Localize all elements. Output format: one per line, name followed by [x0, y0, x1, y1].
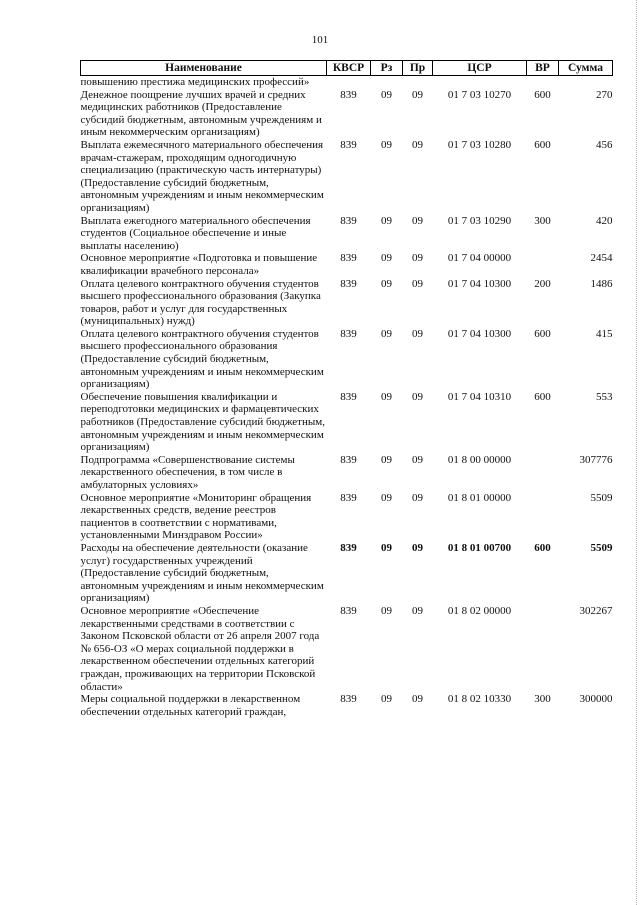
row-name: Оплата целевого контрактного обучения студентов высшего профессионального образования (Закупка товаров, работ и услуг для государственных (муниципальных) нужд): [80, 277, 321, 328]
row-sum: 415: [596, 327, 613, 340]
header-pr: Пр: [403, 61, 433, 76]
header-kvsr: КВСР: [327, 61, 371, 76]
row-sum: 2454: [590, 252, 613, 265]
row-csr: 01 8 01 00700: [447, 541, 512, 554]
table-row: [81, 693, 613, 718]
row-pr: 09: [412, 88, 423, 101]
row-rz: 09: [381, 453, 392, 466]
row-csr: 01 7 03 10270: [447, 88, 512, 101]
row-pr: 09: [412, 453, 423, 466]
row-kvsr: 839: [340, 214, 357, 227]
row-vr: [527, 454, 559, 492]
budget-table: [80, 60, 613, 718]
row-rz: 09: [381, 214, 392, 227]
row-rz: 09: [381, 252, 392, 265]
table-row: [81, 454, 613, 492]
row-name: Меры социальной поддержки в лекарственном обеспечении отдельных категорий граждан,: [80, 693, 301, 718]
row-name: повышению престижа медицинских профессий»: [80, 76, 310, 88]
table-row: [81, 542, 613, 605]
row-csr: 01 7 03 10280: [447, 138, 512, 151]
row-name: Основное мероприятие «Мониторинг обращения лекарственных средств, ведение реестров пациентов в соответствии с нормативами, установленными Минздравом России»: [80, 491, 312, 542]
row-name: Подпрограмма «Совершенствование системы лекарственного обеспечения, в том числе в амбулаторных условиях»: [80, 453, 295, 491]
row-rz: 09: [381, 277, 392, 290]
row-csr: 01 8 02 00000: [447, 604, 512, 617]
row-rz: 09: [381, 88, 392, 101]
row-sum: 5509: [590, 491, 613, 504]
table-row: [81, 76, 613, 89]
row-vr: 600: [534, 138, 551, 151]
row-sum: 456: [596, 138, 613, 151]
row-kvsr: 839: [340, 541, 357, 554]
row-vr: 300: [534, 693, 551, 706]
header-row: [81, 61, 613, 76]
row-pr: 09: [412, 327, 423, 340]
row-sum: 553: [596, 390, 613, 403]
row-name: Основное мероприятие «Подготовка и повышение квалификации врачебного персонала»: [80, 252, 318, 277]
row-kvsr: 839: [340, 693, 357, 706]
row-kvsr: 839: [340, 604, 357, 617]
row-rz: [371, 76, 403, 89]
row-csr: 01 8 01 00000: [447, 491, 512, 504]
row-kvsr: 839: [340, 390, 357, 403]
row-rz: 09: [381, 541, 392, 554]
row-csr: [433, 76, 527, 89]
table-row: [81, 215, 613, 253]
row-csr: 01 7 04 10300: [447, 277, 512, 290]
row-kvsr: 839: [340, 252, 357, 265]
row-kvsr: [327, 76, 371, 89]
row-kvsr: 839: [340, 327, 357, 340]
row-rz: 09: [381, 390, 392, 403]
row-csr: 01 8 00 00000: [447, 453, 512, 466]
row-sum: 300000: [579, 693, 613, 706]
row-name: Выплата ежегодного материального обеспечения студентов (Социальное обеспечение и иные выплаты населению): [80, 214, 311, 252]
row-sum: 270: [596, 88, 613, 101]
row-rz: 09: [381, 693, 392, 706]
header-csr: ЦСР: [433, 61, 527, 76]
row-sum: 302267: [579, 604, 613, 617]
row-pr: 09: [412, 214, 423, 227]
row-pr: 09: [412, 491, 423, 504]
row-vr: 600: [534, 88, 551, 101]
row-pr: 09: [412, 693, 423, 706]
header-sum: Сумма: [559, 61, 613, 76]
row-sum: 1486: [590, 277, 613, 290]
header-rz: Рз: [371, 61, 403, 76]
row-kvsr: 839: [340, 491, 357, 504]
row-rz: 09: [381, 138, 392, 151]
table-row: [81, 278, 613, 328]
table-row: [81, 89, 613, 139]
header-vr: ВР: [527, 61, 559, 76]
row-vr: [527, 252, 559, 277]
row-sum: 5509: [590, 541, 613, 554]
row-sum: 307776: [579, 453, 613, 466]
row-sum: 420: [596, 214, 613, 227]
row-vr: [527, 492, 559, 542]
table-row: [81, 492, 613, 542]
row-rz: 09: [381, 327, 392, 340]
row-csr: 01 7 04 10300: [447, 327, 512, 340]
row-pr: 09: [412, 252, 423, 265]
row-name: Выплата ежемесячного материального обеспечения врачам-стажерам, проходящим одногодичную специализацию (практическую часть интернатуры) (Предоставление субсидий бюджетным, автономным учреждениям и иным некоммерческим организациям): [80, 138, 324, 214]
table-row: [81, 139, 613, 215]
row-pr: 09: [412, 604, 423, 617]
row-vr: [527, 76, 559, 89]
row-csr: 01 8 02 10330: [447, 693, 512, 706]
page-edge-line: [635, 0, 637, 905]
row-vr: 200: [534, 277, 551, 290]
row-name: Расходы на обеспечение деятельности (оказание услуг) государственных учреждений (Предоставление субсидий бюджетным, автономным учреждениям и иным некоммерческим организациям): [80, 541, 324, 605]
row-name: Обеспечение повышения квалификации и переподготовки медицинских и фармацевтических работников (Предоставление субсидий бюджетным, автономным учреждениям и иным некоммерческим организациям): [80, 390, 325, 454]
table-row: [81, 252, 613, 277]
row-pr: [403, 76, 433, 89]
row-vr: 600: [534, 327, 551, 340]
row-rz: 09: [381, 604, 392, 617]
table-row: [81, 391, 613, 454]
row-pr: 09: [412, 138, 423, 151]
row-name: Денежное поощрение лучших врачей и средних медицинских работников (Предоставление субсидий бюджетным, автономным учреждениям и иным некоммерческим организациям): [80, 88, 322, 139]
row-vr: 600: [534, 390, 551, 403]
table-row: [81, 605, 613, 693]
row-rz: 09: [381, 491, 392, 504]
table-row: [81, 328, 613, 391]
row-pr: 09: [412, 541, 423, 554]
row-vr: [527, 605, 559, 693]
row-kvsr: 839: [340, 138, 357, 151]
header-name: Наименование: [81, 61, 327, 76]
row-kvsr: 839: [340, 88, 357, 101]
row-csr: 01 7 04 00000: [447, 252, 512, 265]
row-name: Основное мероприятие «Обеспечение лекарственными средствами в соответствии с Законом Псковской области от 26 апреля 2007 года № 656-ОЗ «О мерах социальной поддержки в лекарственном обеспечении отдельных категорий граждан, проживающих на территории Псковской области»: [80, 604, 320, 693]
row-kvsr: 839: [340, 453, 357, 466]
row-kvsr: 839: [340, 277, 357, 290]
page-number: 101: [311, 34, 329, 46]
row-name: Оплата целевого контрактного обучения студентов высшего профессионального образования (Предоставление субсидий бюджетным, автономным учреждениям и иным некоммерческим организациям): [80, 327, 324, 391]
row-csr: 01 7 04 10310: [447, 390, 512, 403]
row-csr: 01 7 03 10290: [447, 214, 512, 227]
row-sum: [559, 76, 613, 89]
row-pr: 09: [412, 390, 423, 403]
row-vr: 300: [534, 214, 551, 227]
row-vr: 600: [534, 541, 551, 554]
row-pr: 09: [412, 277, 423, 290]
